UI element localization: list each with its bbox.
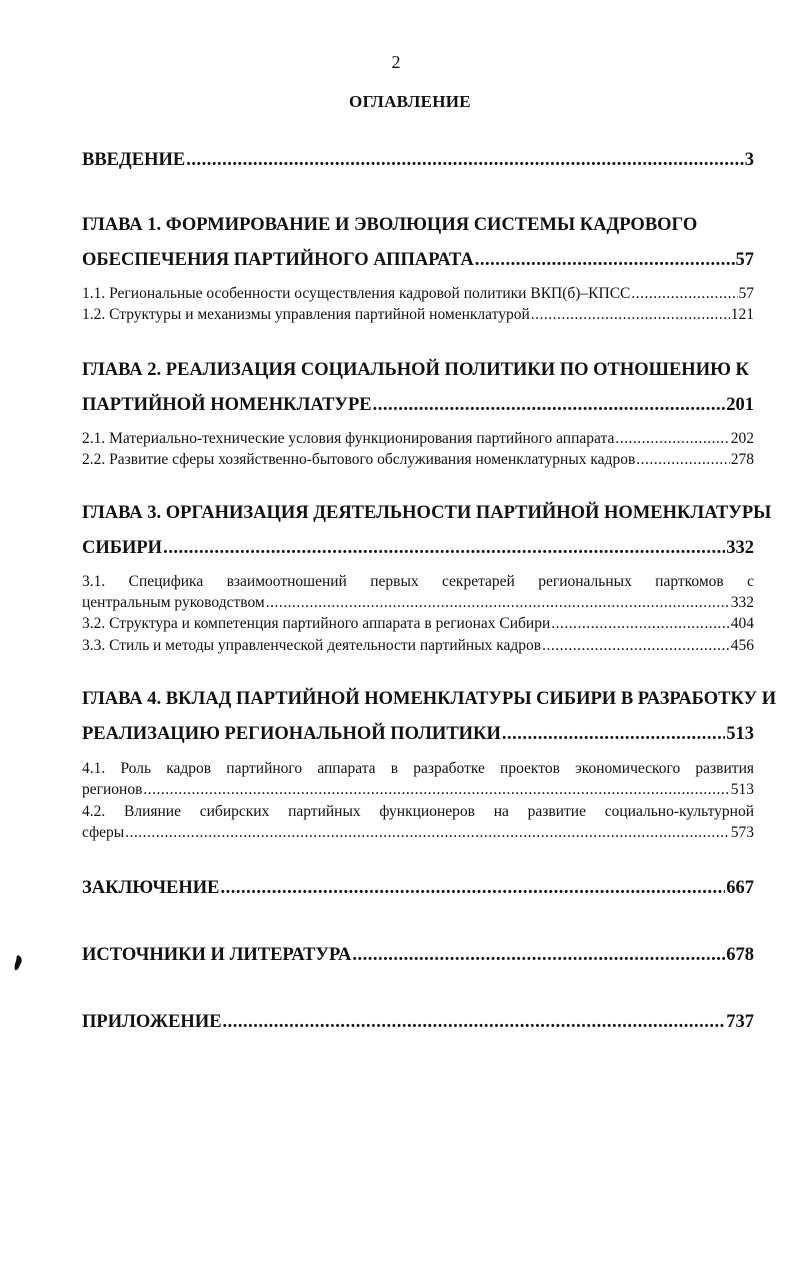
- entry-page: 678: [726, 945, 754, 965]
- entry-page: 278: [730, 451, 754, 468]
- section-label: 2.2. Развитие сферы хозяйственно-бытового обслуживания номенклатурных кадров: [82, 451, 636, 468]
- toc-entry-appendix: [82, 1012, 754, 1033]
- entry-page: 573: [730, 824, 754, 841]
- chapter-heading-cont: ПАРТИЙНОЙ НОМЕНКЛАТУРЕ: [82, 395, 372, 415]
- toc-section-4-2-cont: [82, 824, 754, 842]
- entry-page: 513: [730, 781, 754, 798]
- toc-entry-conclusion: [82, 878, 754, 899]
- entry-page: 456: [730, 637, 754, 654]
- entry-page: 202: [730, 430, 754, 447]
- toc-chapter-4-tail: [82, 724, 754, 745]
- entry-page: 332: [730, 594, 754, 611]
- toc-chapter-3: [82, 503, 772, 524]
- chapter-heading-cont: РЕАЛИЗАЦИЮ РЕГИОНАЛЬНОЙ ПОЛИТИКИ: [82, 724, 501, 744]
- entry-page: 737: [726, 1012, 754, 1032]
- section-label: регионов: [82, 781, 143, 798]
- toc-section-2-2: [82, 451, 754, 469]
- entry-page: 121: [730, 306, 754, 323]
- chapter-heading: ГЛАВА 2. РЕАЛИЗАЦИЯ СОЦИАЛЬНОЙ ПОЛИТИКИ ПО ОТНОШЕНИЮ К: [82, 360, 749, 380]
- chapter-heading-cont: СИБИРИ: [82, 538, 163, 558]
- section-label: 3.2. Структура и компетенция партийного аппарата в регионах Сибири: [82, 615, 551, 632]
- toc-title: ОГЛАВЛЕНИЕ: [349, 92, 471, 111]
- toc-chapter-4: [82, 689, 777, 710]
- entry-page: 667: [726, 878, 754, 898]
- chapter-heading-cont: ОБЕСПЕЧЕНИЯ ПАРТИЙНОГО АППАРАТА: [82, 250, 474, 270]
- section-label: 1.2. Структуры и механизмы управления партийной номенклатурой: [82, 306, 530, 323]
- toc-section-4-1: [82, 760, 754, 778]
- section-label: 1.1. Региональные особенности осуществления кадровой политики ВКП(б)–КПСС: [82, 285, 631, 302]
- toc-chapter-2-tail: [82, 395, 754, 416]
- scan-mark: [14, 955, 23, 971]
- entry-page: 332: [726, 538, 754, 558]
- entry-page: 57: [738, 285, 754, 302]
- toc-section-4-1-cont: [82, 781, 754, 799]
- entry-page: 3: [744, 150, 754, 170]
- toc-section-1-1: [82, 285, 754, 303]
- toc-chapter-3-tail: [82, 538, 754, 559]
- toc-section-3-2: [82, 615, 754, 633]
- section-label: 2.1. Материально-технические условия функционирования партийного аппарата: [82, 430, 615, 447]
- toc-section-1-2: [82, 306, 754, 324]
- entry-label: ИСТОЧНИКИ И ЛИТЕРАТУРА: [82, 945, 352, 965]
- toc-section-4-2: [82, 803, 754, 821]
- entry-page: 404: [730, 615, 754, 632]
- entry-label: ЗАКЛЮЧЕНИЕ: [82, 878, 220, 898]
- section-label-first-line: 4.2. Влияние сибирских партийных функционеров на развитие социально-культурной: [82, 803, 754, 820]
- toc-chapter-1: [82, 215, 754, 236]
- toc-entry-sources: [82, 945, 754, 966]
- chapter-heading: ГЛАВА 1. ФОРМИРОВАНИЕ И ЭВОЛЮЦИЯ СИСТЕМЫ КАДРОВОГО: [82, 215, 698, 235]
- section-label-first-line: 4.1. Роль кадров партийного аппарата в разработке проектов экономического развития: [82, 760, 754, 777]
- entry-label: ВВЕДЕНИЕ: [82, 150, 186, 170]
- section-label-first-line: 3.1. Специфика взаимоотношений первых секретарей региональных парткомов с: [82, 573, 754, 590]
- toc-section-2-1: [82, 430, 754, 448]
- chapter-heading: ГЛАВА 4. ВКЛАД ПАРТИЙНОЙ НОМЕНКЛАТУРЫ СИБИРИ В РАЗРАБОТКУ И: [82, 689, 777, 709]
- toc-section-3-1-cont: [82, 594, 754, 612]
- toc-section-3-1: [82, 573, 754, 591]
- entry-page: 513: [726, 724, 754, 744]
- section-label: сферы: [82, 824, 125, 841]
- toc-section-3-3: [82, 637, 754, 655]
- toc-chapter-1-tail: [82, 250, 754, 271]
- entry-page: 201: [726, 395, 754, 415]
- page-number: 2: [391, 52, 401, 72]
- section-label: 3.3. Стиль и методы управленческой деятельности партийных кадров: [82, 637, 542, 654]
- entry-label: ПРИЛОЖЕНИЕ: [82, 1012, 222, 1032]
- chapter-heading: ГЛАВА 3. ОРГАНИЗАЦИЯ ДЕЯТЕЛЬНОСТИ ПАРТИЙНОЙ НОМЕНКЛАТУРЫ: [82, 503, 772, 523]
- toc-entry-intro: [82, 150, 754, 171]
- toc-chapter-2: [82, 360, 754, 381]
- entry-page: 57: [735, 250, 754, 270]
- section-label: центральным руководством: [82, 594, 265, 611]
